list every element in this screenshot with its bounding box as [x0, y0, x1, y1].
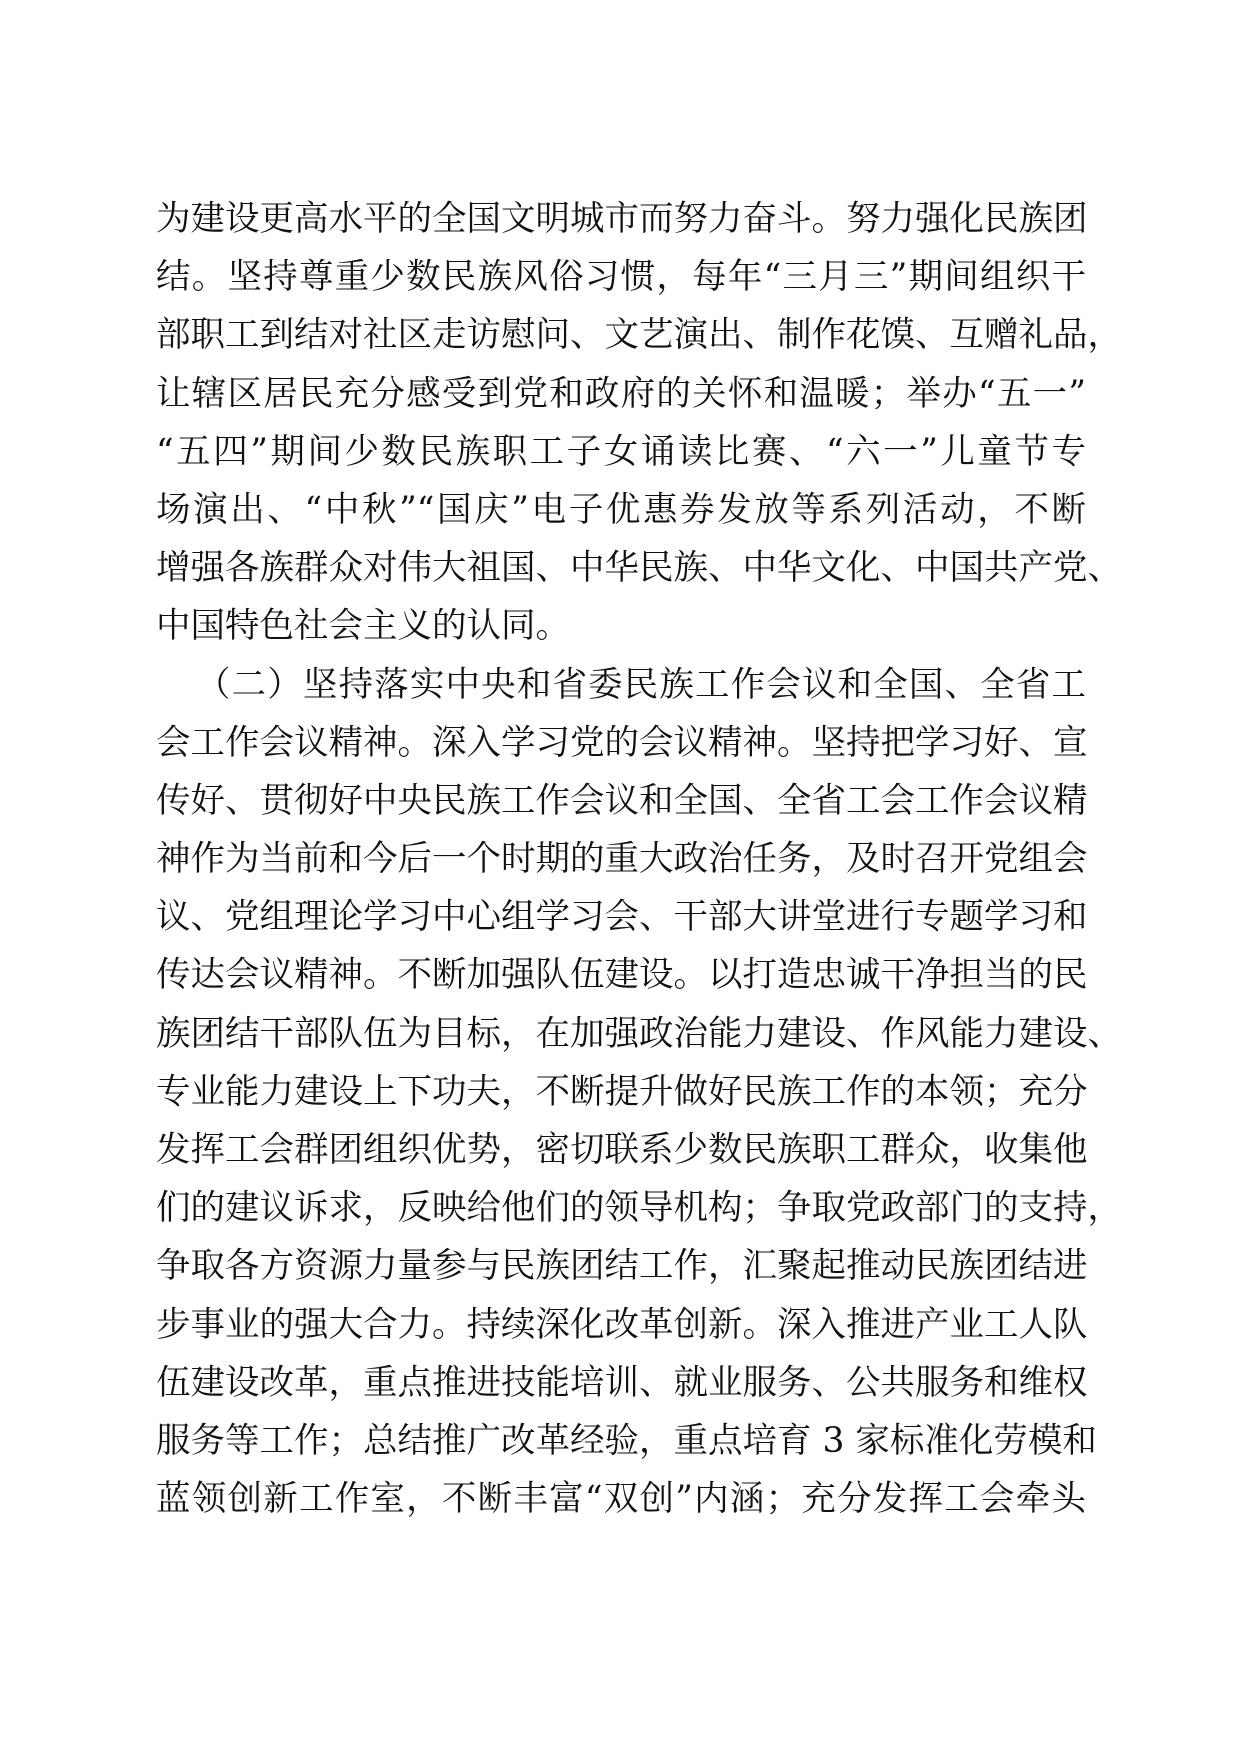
text-line: 争取各方资源力量参与民族团结工作，汇聚起推动民族团结进 [156, 1246, 1088, 1287]
text-line: 族团结干部队伍为目标，在加强政治能力建设、作风能力建设、 [156, 1013, 1122, 1054]
text-line: 专业能力建设上下功夫，不断提升做好民族工作的本领；充分 [156, 1071, 1088, 1112]
text-line: 场演出、“中秋”“国庆”电子优惠券发放等系列活动，不断 [156, 489, 1086, 530]
text-line: 神作为当前和今后一个时期的重大政治任务，及时召开党组会 [156, 839, 1088, 880]
text-line: 步事业的强大合力。持续深化改革创新。深入推进产业工人队 [156, 1304, 1088, 1345]
text-line: 服务等工作；总结推广改革经验，重点培育 3 家标准化劳模和 [156, 1420, 1097, 1461]
body-text [156, 190, 1122, 1528]
text-line: 为建设更高水平的全国文明城市而努力奋斗。努力强化民族团 [156, 199, 1088, 239]
text-line: 议、党组理论学习中心组学习会、干部大讲堂进行专题学习和 [156, 897, 1088, 938]
text-line: 会工作会议精神。深入学习党的会议精神。坚持把学习好、宣 [156, 722, 1088, 763]
text-line: 蓝领创新工作室，不断丰富“双创”内涵；充分发挥工会牵头 [156, 1479, 1086, 1520]
text-line: 结。坚持尊重少数民族风俗习惯，每年“三月三”期间组织干 [156, 257, 1086, 298]
text-line: 传达会议精神。不断加强队伍建设。以打造忠诚干净担当的民 [156, 955, 1088, 996]
section-heading-line: （二）坚持落实中央和省委民族工作会议和全国、全省工 [196, 664, 1086, 705]
text-line: 中国特色社会主义的认同。 [156, 606, 570, 647]
text-line: 让辖区居民充分感受到党和政府的关怀和温暖；举办“五一” [156, 373, 1086, 414]
text-line: 部职工到结对社区走访慰问、文艺演出、制作花馍、互赠礼品， [156, 315, 1122, 356]
text-line: 发挥工会群团组织优势，密切联系少数民族职工群众，收集他 [156, 1130, 1088, 1170]
text-line: “五四”期间少数民族职工子女诵读比赛、“六一”儿童节专 [156, 431, 1086, 472]
text-line: 传好、贯彻好中央民族工作会议和全国、全省工会工作会议精 [156, 780, 1088, 821]
text-line: 们的建议诉求，反映给他们的领导机构；争取党政部门的支持， [156, 1188, 1122, 1229]
text-line: 增强各族群众对伟大祖国、中华民族、中华文化、中国共产党、 [156, 548, 1122, 589]
text-line: 伍建设改革，重点推进技能培训、就业服务、公共服务和维权 [156, 1362, 1088, 1403]
